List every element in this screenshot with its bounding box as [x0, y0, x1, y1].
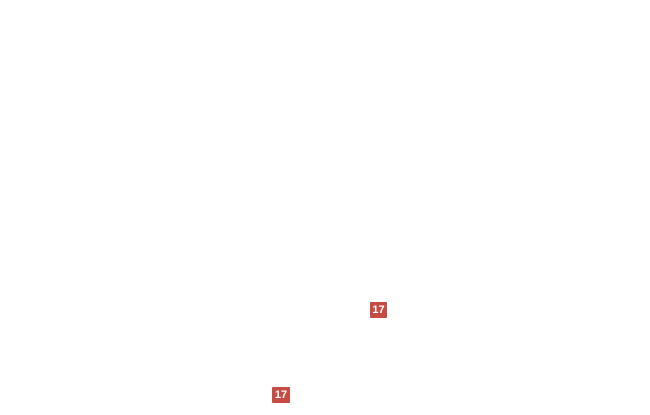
som-marker-label: 17	[372, 303, 385, 316]
som-marker-badge[interactable]	[272, 387, 290, 403]
som-marker-badge[interactable]	[370, 302, 387, 318]
som-marker-label: 17	[274, 388, 288, 401]
